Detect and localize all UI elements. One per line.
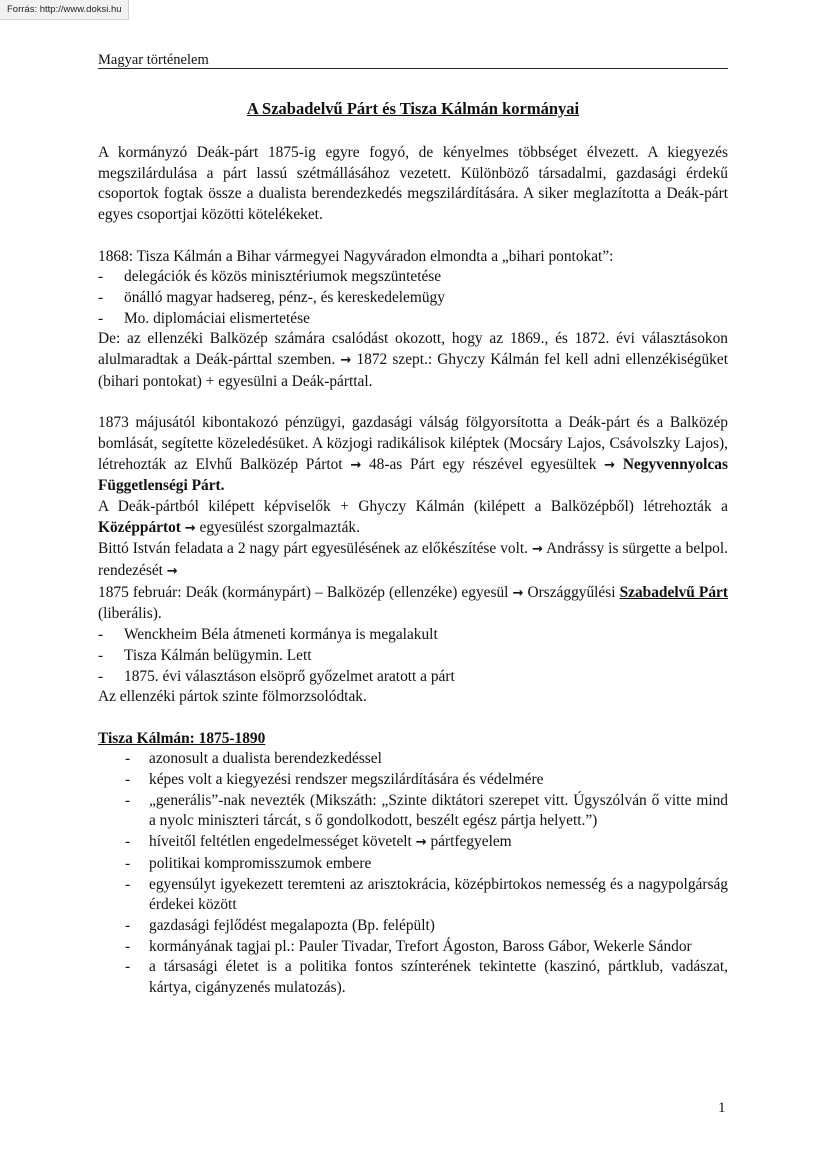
paragraph-intro: A kormányzó Deák-párt 1875-ig egyre fogyó, de kényelmes többséget élvezett. A kiegyezés megszilárdulása a párt lassú szétmállásához vezetett. Különböző társadalmi, gazdasági érdekű csoportok fogtak össze a dualista berendezkedés megszilárdítására. A siker meglazította a Deák-párt egyes csoportjai közötti kötelékeket.: [98, 144, 728, 224]
paragraph-kozeppart: A Deák-pártból kilépett képviselők + Ghyczy Kálmán (kilépett a Balközépből) létrehozták a Középpártot → egyesülést szorgalmazták.: [98, 497, 728, 536]
list-item: - gazdasági fejlődést megalapozta (Bp. felépült): [125, 916, 435, 934]
list-item: - Mo. diplomáciai elismertetése: [98, 309, 310, 327]
arrow-icon: →: [532, 542, 543, 558]
list-item: - kormányának tagjai pl.: Pauler Tivadar, Trefort Ágoston, Baross Gábor, Wekerle Sándor: [125, 937, 692, 955]
paragraph-fusion: 1875 február: Deák (kormánypárt) – Balközép (ellenzéke) egyesül → Országgyűlési Szabadelvű Párt (liberális).: [98, 583, 728, 623]
party-name: Középpártot: [98, 518, 181, 536]
arrow-icon: →: [512, 585, 524, 601]
list-item: - a társasági életet is a politika fontos színterének tekintette (kaszinó, pártklub, vadászat, kártya, cigányzenés mulatozás).: [125, 958, 728, 997]
list-item: - egyensúlyt igyekezett teremteni az arisztokrácia, középbirtokos nemesség és a nagypolgárság érdekei között: [125, 875, 728, 914]
arrow-icon: →: [340, 353, 352, 369]
party-name: Negyvennyolcas Függetlenségi Párt.: [98, 455, 728, 495]
list-item: - delegációk és közös minisztériumok megszüntetése: [98, 268, 442, 286]
paragraph-bitto: Bittó István feladata a 2 nagy párt egyesülésének az előkészítése volt. → Andrássy is sürgette a belpol. rendezését →: [98, 540, 728, 580]
running-header: Magyar történelem: [98, 52, 728, 69]
page-number: 1: [718, 1100, 726, 1116]
list-item: - „generális”-nak nevezték (Mikszáth: „Szinte diktátori szerepet vitt. Úgyszólván ő vitte mind a nyolc miniszteri tárcát, s ő gondolkodott, beszélt egész pártja helyett.”): [125, 791, 728, 830]
paragraph-crisis: 1873 májusától kibontakozó pénzügyi, gazdasági válság fölgyorsította a Deák-párt és a Balközép bomlását, segítette közeledésüket. A közjogi radikálisok kiléptek (Mocsáry Lajos, Csávolszky Lajos), létrehozták az Elvhű Balközép Pártot → 48-as Párt egy részével egyesültek → Negyvennyolcas Függetlenségi Párt.: [98, 414, 728, 495]
list-item: - Wenckheim Béla átmeneti kormánya is megalakult: [98, 626, 438, 644]
list-item: - politikai kompromisszumok embere: [125, 854, 372, 872]
paragraph-de: De: az ellenzéki Balközép számára csalódást okozott, hogy az 1869., és 1872. évi választásokon alulmaradtak a Deák-párttal szemben. → 1872 szept.: Ghyczy Kálmán fel kell adni ellenzékiségüket (bihari pontokat) + egyesülni a Deák-párttal.: [98, 330, 728, 390]
party-name: Szabadelvű Párt: [619, 583, 728, 601]
list-item: - Tisza Kálmán belügymin. Lett: [98, 646, 312, 664]
arrow-icon: →: [184, 520, 196, 536]
paragraph-closing: Az ellenzéki pártok szinte fölmorzsolódtak.: [98, 688, 367, 706]
bihari-intro: 1868: Tisza Kálmán a Bihar vármegyei Nagyváradon elmondta a „bihari pontokat”:: [98, 247, 614, 265]
arrow-icon: →: [166, 564, 178, 580]
arrow-icon: →: [415, 835, 427, 851]
list-item: - azonosult a dualista berendezkedéssel: [125, 750, 382, 768]
list-item: - képes volt a kiegyezési rendszer megszilárdítására és védelmére: [125, 771, 544, 789]
arrow-icon: →: [350, 457, 362, 473]
list-item: - önálló magyar hadsereg, pénz-, és kereskedelemügy: [98, 288, 445, 306]
section-heading: Tisza Kálmán: 1875-1890: [98, 729, 266, 747]
source-label: Forrás: http://www.doksi.hu: [0, 0, 129, 20]
arrow-icon: →: [604, 457, 616, 473]
page-title: A Szabadelvű Párt és Tisza Kálmán kormányai: [246, 99, 580, 118]
list-item: - híveitől feltétlen engedelmességet követelt → pártfegyelem: [125, 833, 512, 851]
document-body: [98, 143, 728, 999]
list-item: - 1875. évi választáson elsöprő győzelmet aratott a párt: [98, 667, 455, 685]
